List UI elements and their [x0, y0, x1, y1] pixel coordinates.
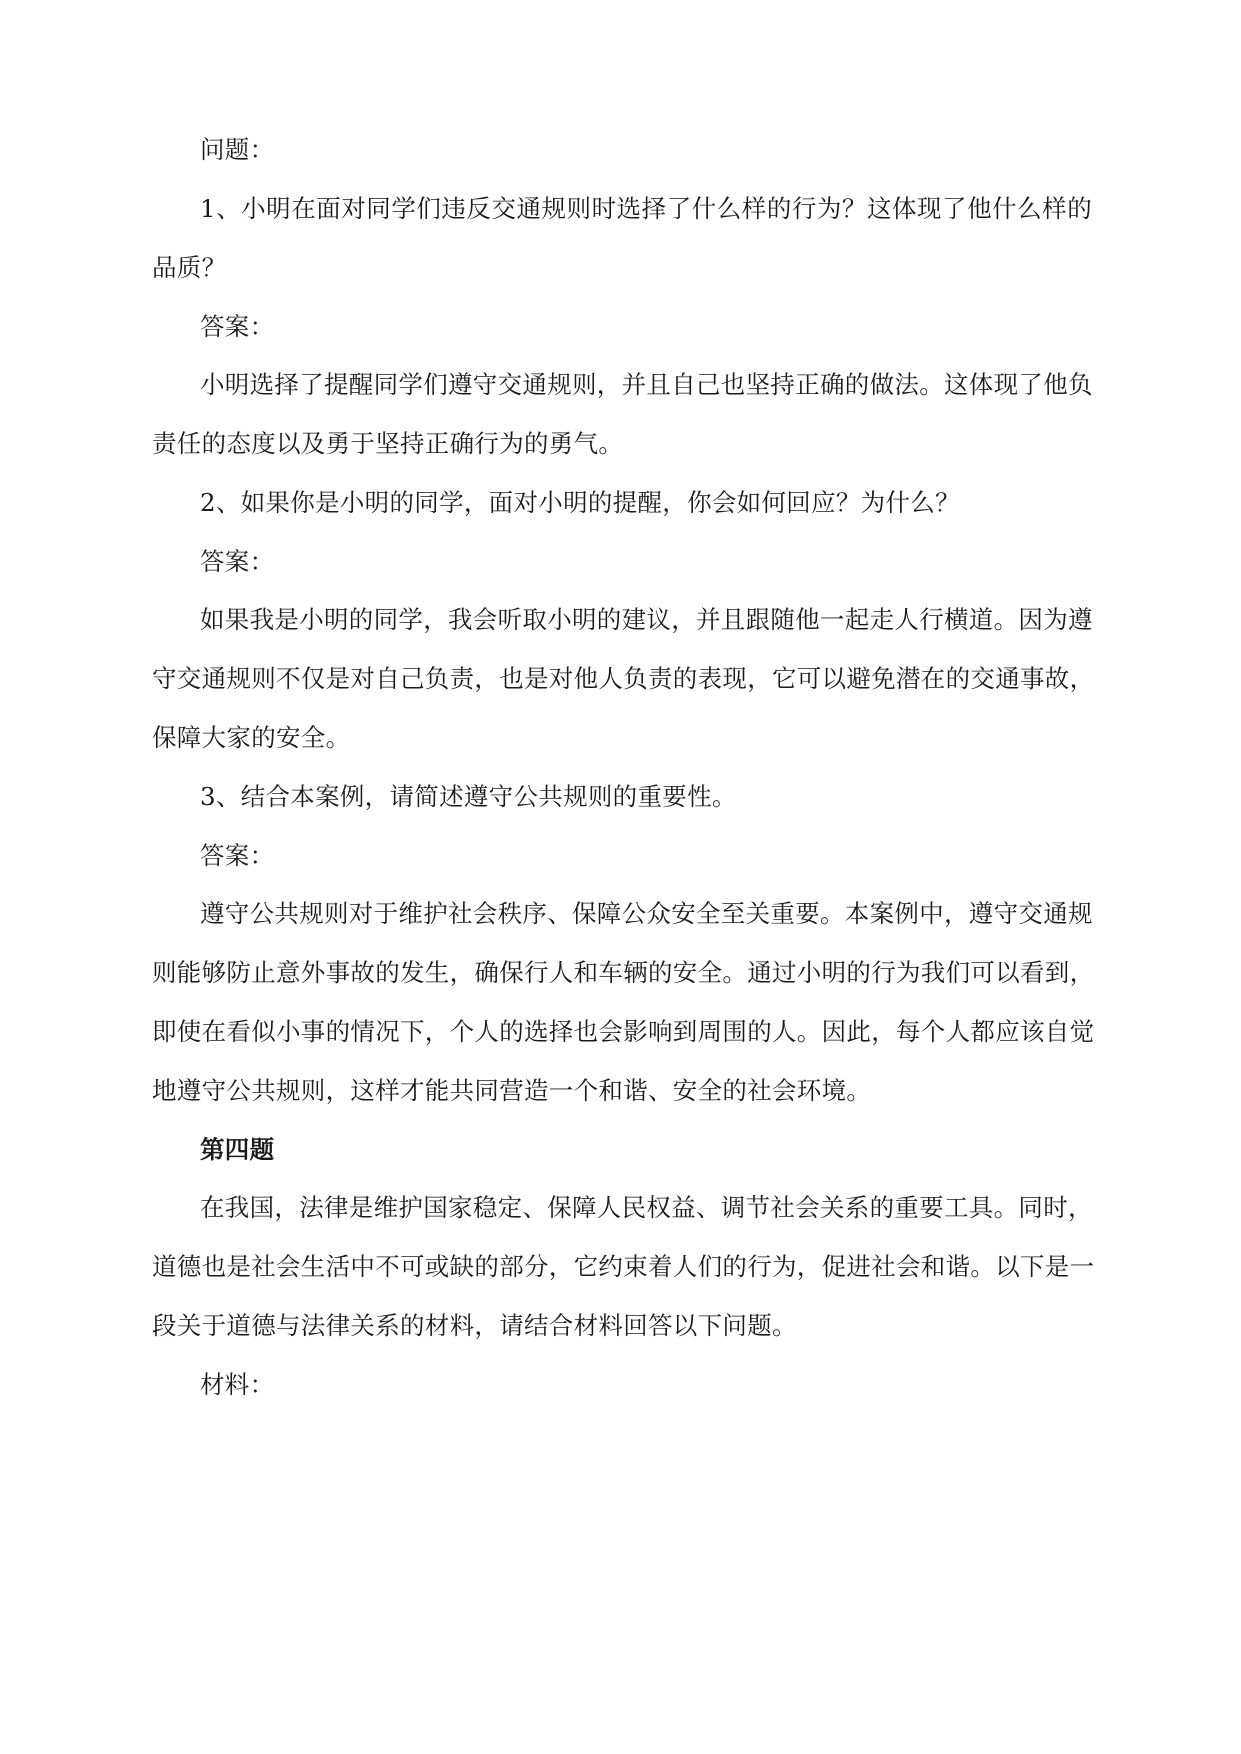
- answer-1-line-1: 小明选择了提醒同学们遵守交通规则，并且自己也坚持正确的做法。这体现了他负: [200, 370, 1093, 399]
- answer-1-line-2: 责任的态度以及勇于坚持正确行为的勇气。: [152, 429, 624, 458]
- question-4-intro-line-2: 道德也是社会生活中不可或缺的部分，它约束着人们的行为，促进社会和谐。以下是一: [152, 1252, 1095, 1281]
- answer-2-label: 答案：: [200, 547, 275, 576]
- answer-3-line-2: 则能够防止意外事故的发生，确保行人和车辆的安全。通过小明的行为我们可以看到，: [152, 958, 1095, 987]
- answer-3-line-1: 遵守公共规则对于维护社会秩序、保障公众安全至关重要。本案例中，遵守交通规: [200, 899, 1093, 928]
- question-2: 2、如果你是小明的同学，面对小明的提醒，你会如何回应？为什么？: [200, 488, 960, 517]
- answer-3-label: 答案：: [200, 841, 275, 870]
- section-title-question-4: 第四题: [200, 1135, 275, 1164]
- answer-2-line-1: 如果我是小明的同学，我会听取小明的建议，并且跟随他一起走人行横道。因为遵: [200, 605, 1093, 634]
- answer-3-line-3: 即使在看似小事的情况下，个人的选择也会影响到周围的人。因此，每个人都应该自觉: [152, 1017, 1095, 1046]
- question-1-line-1: 1、小明在面对同学们违反交通规则时选择了什么样的行为？这体现了他什么样的: [200, 194, 1092, 223]
- answer-3-line-4: 地遵守公共规则，这样才能共同营造一个和谐、安全的社会环境。: [152, 1076, 872, 1105]
- question-4-intro-line-3: 段关于道德与法律关系的材料，请结合材料回答以下问题。: [152, 1311, 797, 1340]
- question-heading: 问题：: [200, 135, 275, 164]
- answer-2-line-3: 保障大家的安全。: [152, 723, 351, 752]
- material-label: 材料：: [200, 1370, 275, 1399]
- answer-2-line-2: 守交通规则不仅是对自己负责，也是对他人负责的表现，它可以避免潜在的交通事故，: [152, 664, 1095, 693]
- answer-1-label: 答案：: [200, 312, 275, 341]
- question-4-intro-line-1: 在我国，法律是维护国家稳定、保障人民权益、调节社会关系的重要工具。同时，: [200, 1193, 1093, 1222]
- question-1-line-2: 品质？: [152, 253, 227, 282]
- question-3: 3、结合本案例，请简述遵守公共规则的重要性。: [200, 782, 737, 811]
